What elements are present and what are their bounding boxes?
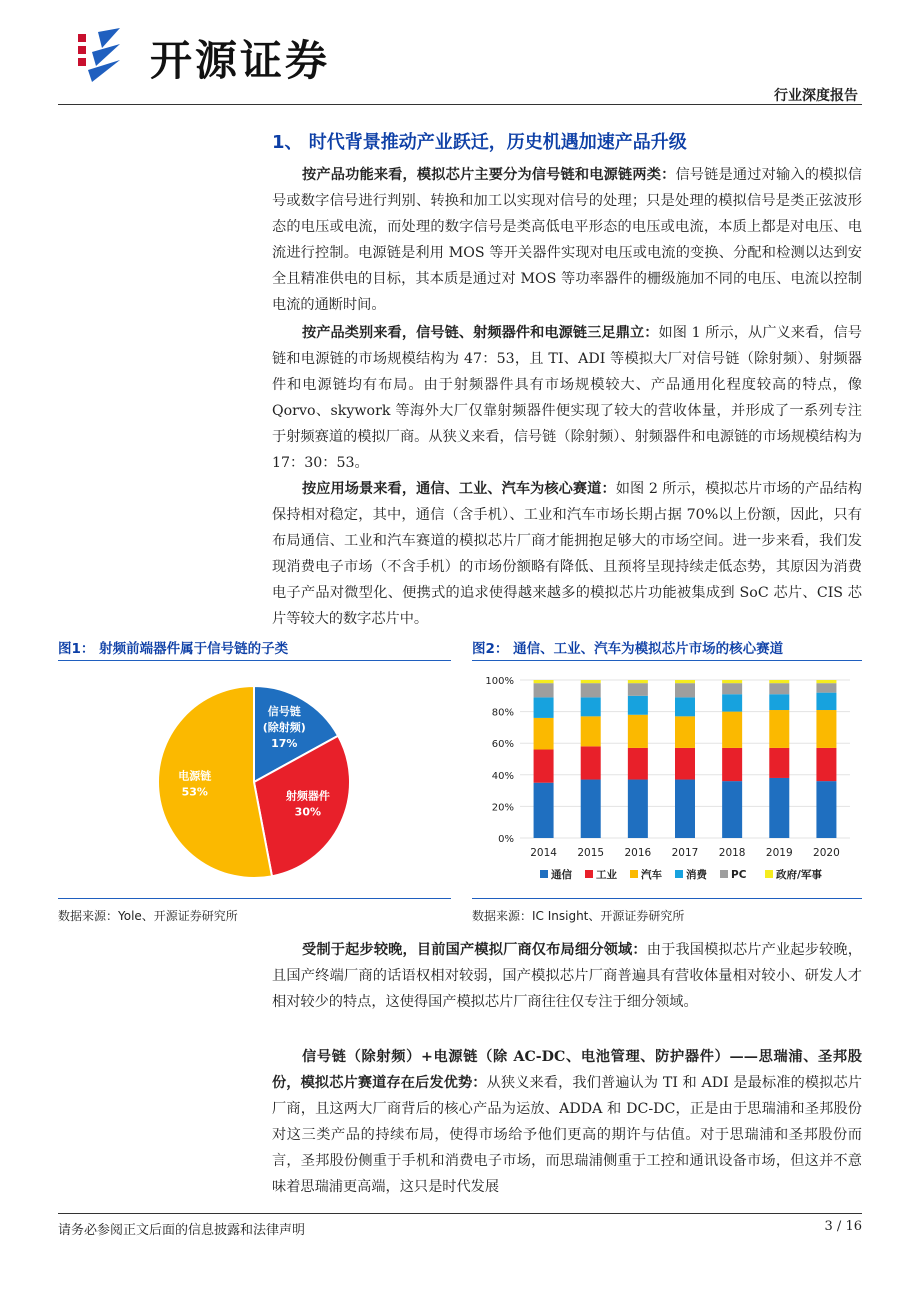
y-tick-label: 0% [498,834,514,845]
paragraph-lead: 按产品类别来看，信号链、射频器件和电源链三足鼎立： [302,325,659,341]
bar-segment [581,683,601,697]
paragraph-lead: 按产品功能来看，模拟芯片主要分为信号链和电源链两类： [302,167,676,183]
page-number: 3 / 16 [824,1219,862,1234]
bar-segment [628,780,648,838]
legend-label: 工业 [596,869,617,881]
bar-segment [816,680,836,683]
bar-segment [722,694,742,711]
bar-segment [581,780,601,838]
bar-segment [581,697,601,716]
paragraph-body: 如图 2 所示，模拟芯片市场的产品结构保持相对稳定，其中，通信（含手机）、工业和汽车市场长期占据 70%以上份额，因此，只有布局通信、工业和汽车赛道的模拟芯片厂商才能拥抱足够大的市场空间。进一步来看，我们发现消费电子市场（不含手机）的市场份额略有降低、且预将呈现持续走低态势，其原因为消费电子产品对微型化、便携式的追求使得越来越多的模拟芯片功能被集成到 SoC 芯片、CIS 芯片等较大的数字芯片中。 [272,481,862,627]
legend-swatch [765,870,773,878]
brand-name: 开源证券 [150,36,331,85]
bar-segment [675,683,695,697]
legend-swatch [540,870,548,878]
bar-segment [534,750,554,783]
section-title: 1、 时代背景推动产业跃迁，历史机遇加速产品升级 [272,132,687,153]
paragraph-application [272,476,862,632]
paragraph-product-function [272,162,862,318]
bar-segment [675,697,695,716]
paragraph-signal-power [272,1044,862,1200]
paragraph-body: 信号链是通过对输入的模拟信号或数字信号进行判别、转换和加工以实现对信号的处理；只是处理的模拟信号是类正弦波形态的电压或电流，而处理的数字信号是类高低电平形态的电压或电流，本质上都是对电压、电流进行控制。电源链是利用 MOS 等开关器件实现对电压或电流的变换、分配和检测以达到安全且精准供电的目标，其本质是通过对 MOS 等功率器件的栅级施加不同的电压、电流以控制电流的通断时间。 [272,167,862,313]
bar-segment [534,697,554,718]
bar-segment [675,716,695,748]
bar-segment [722,680,742,683]
figure-1-source: 数据来源：Yole、开源证券研究所 [58,909,238,923]
x-tick-label: 2014 [530,847,557,859]
x-tick-label: 2019 [765,847,793,859]
pie-slice-label: 信号链(除射频) 17% [262,704,306,750]
bar-segment [581,746,601,779]
x-tick-label: 2017 [671,847,699,859]
bar-segment [581,716,601,746]
bar-segment [816,748,836,781]
x-tick-label: 2020 [813,847,840,859]
brand-mark-icon [58,26,148,82]
bar-segment [769,694,789,710]
bar-segment [816,710,836,748]
y-tick-label: 40% [491,770,514,782]
pie-slice-label: 射频器件 30% [285,789,330,819]
y-tick-label: 80% [491,707,514,719]
paragraph-product-category [272,320,862,476]
figure-2-title: 图2： 通信、工业、汽车为模拟芯片市场的核心赛道 [472,641,784,657]
pie-slice [158,686,272,878]
figure-2-bottom-rule [472,898,862,899]
legend-swatch [585,870,593,878]
bar-segment [816,693,836,710]
bar-segment [722,712,742,748]
bar-segment [581,680,601,683]
y-tick-label: 20% [491,802,514,814]
footer-disclaimer: 请务必参阅正文后面的信息披露和法律声明 [58,1223,306,1238]
paragraph-lead: 按应用场景来看，通信、工业、汽车为核心赛道： [302,481,616,497]
bar-segment [628,683,648,696]
legend-swatch [720,870,728,878]
figure-2-top-rule [472,660,862,661]
paragraph-body: 如图 1 所示，从广义来看，信号链和电源链的市场规模结构为 47：53，且 TI、ADI 等模拟大厂对信号链（除射频）、射频器件和电源链均有布局。由于射频器件具有市场规模较大、产品通用化程度较高的特点，像 Qorvo、skywork 等海外大厂仅靠射频器件便实现了较大的营收体量，并形成了一系列专注于射频赛道的模拟厂商。从狭义来看，信号链（除射频）、射频器件和电源链的市场规模结构为 17：30：53。 [272,325,862,471]
bar-segment [628,748,648,780]
paragraph-body: 由于我国模拟芯片产业起步较晚，且国产终端厂商的话语权相对较弱，国产模拟芯片厂商普遍具有营收体量相对较小、研发人才相对较少的特点，这使得国产模拟芯片厂商往往仅专注于细分领域。 [272,942,862,1010]
paragraph-lead: 受制于起步较晚，目前国产模拟厂商仅布局细分领域： [302,942,647,958]
bar-segment [722,781,742,838]
legend-label: PC [731,869,747,881]
legend-label: 消费 [686,869,707,881]
paragraph-late-start [272,937,862,1015]
bar-segment [675,780,695,838]
legend-label: 政府/军事 [776,869,822,881]
bar-segment [534,783,554,838]
bar-segment [628,715,648,748]
bar-segment [769,748,789,778]
footer-divider [58,1213,862,1214]
legend-swatch [675,870,683,878]
paragraph-lead: 信号链（除射频）+电源链（除 AC-DC、电池管理、防护器件）——思瑞浦、圣邦股份，模拟芯片赛道存在后发优势： [272,1049,862,1091]
legend-label: 通信 [551,869,572,881]
legend-label: 汽车 [641,869,662,881]
bar-segment [769,710,789,748]
y-tick-label: 60% [491,739,514,751]
figure-2-source: 数据来源：IC Insight、开源证券研究所 [472,909,685,923]
bar-segment [816,781,836,838]
bar-segment [628,696,648,715]
pie-chart [58,664,451,896]
x-tick-label: 2015 [577,847,605,859]
paragraph-body: 从狭义来看，我们普遍认为 TI 和 ADI 是最标准的模拟芯片厂商，且这两大厂商背后的核心产品为运放、ADDA 和 DC-DC，正是由于思瑞浦和圣邦股份对这三类产品的持续布局，使得市场给予他们更高的期许与估值。对于思瑞浦和圣邦股份而言，圣邦股份侧重于手机和消费电子市场，而思瑞浦侧重于工控和通讯设备市场，但这并不意味着思瑞浦更高端，这只是时代发展 [272,1075,862,1195]
bar-segment [769,683,789,694]
figure-1-title: 图1： 射频前端器件属于信号链的子类 [58,641,289,657]
bar-segment [722,748,742,781]
y-tick-label: 100% [485,676,514,687]
bar-segment [769,680,789,683]
bar-segment [769,778,789,838]
bar-segment [675,748,695,780]
pie-slice-label: 电源链 53% [178,769,212,799]
report-type-label: 行业深度报告 [774,88,858,104]
bar-segment [534,680,554,683]
x-tick-label: 2016 [624,847,652,859]
bar-segment [722,683,742,694]
bar-segment [816,683,836,692]
bar-segment [675,680,695,683]
header-divider [58,104,862,105]
bar-segment [534,683,554,697]
x-tick-label: 2018 [718,847,746,859]
stacked-bar-chart [472,664,862,896]
legend-swatch [630,870,638,878]
bar-segment [628,680,648,683]
figure-1-bottom-rule [58,898,451,899]
bar-segment [534,718,554,750]
figure-1-top-rule [58,660,451,661]
